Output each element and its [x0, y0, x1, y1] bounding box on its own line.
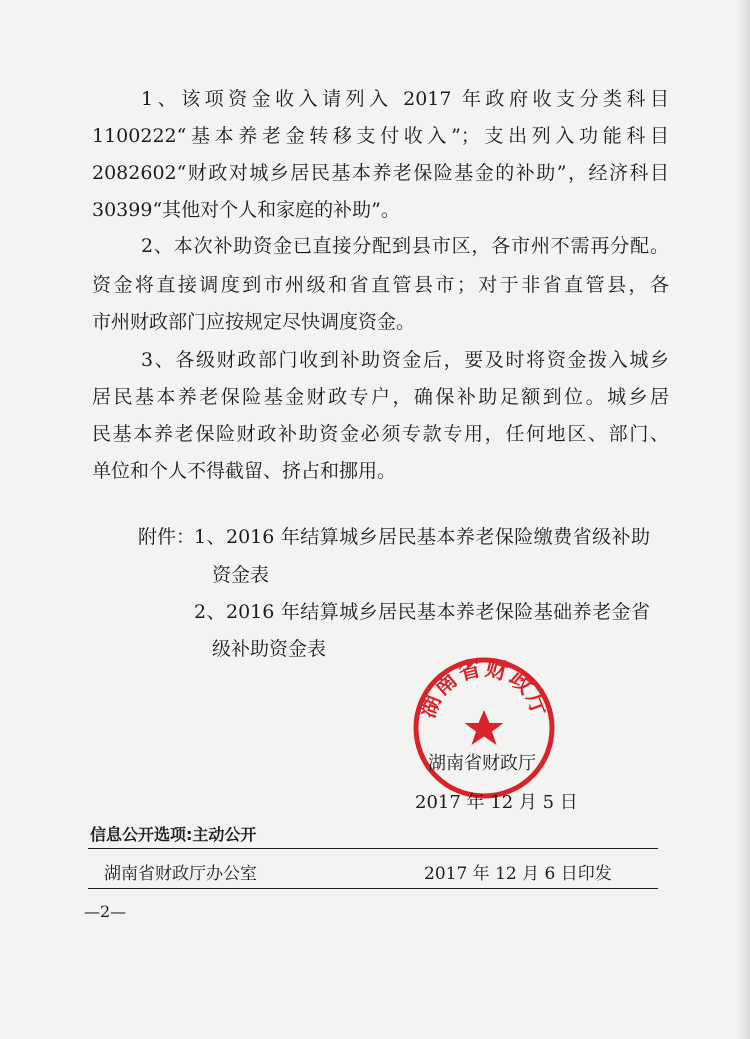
scan-edge-shadow: [736, 0, 750, 1039]
para3-line2: 居民基本养老保险基金财政专户，确保补助足额到位。城乡居: [92, 386, 669, 408]
para2-line3: 市州财政部门应按规定尽快调度资金。: [92, 311, 416, 333]
seal-star-icon: [465, 710, 504, 745]
footer-rule-top: [88, 848, 658, 849]
para1-line3: 2082602“财政对城乡居民基本养老保险基金的补助”，经济科目: [92, 162, 669, 184]
attachment-2-line2: 级补助资金表: [212, 638, 327, 660]
issue-date: 2017 年 12 月 5 日: [415, 792, 578, 813]
para3-line3: 民基本养老保险财政补助资金必须专款专用，任何地区、部门、: [92, 423, 669, 445]
para3-line1: 3、各级财政部门收到补助资金后，要及时将资金拨入城乡: [141, 349, 669, 371]
attachment-1-line1: 1、2016 年结算城乡居民基本养老保险缴费省级补助: [194, 526, 650, 548]
footer-print-date: 2017 年 12 月 6 日印发: [424, 864, 612, 884]
attachment-2-line1: 2、2016 年结算城乡居民基本养老保险基础养老金省: [194, 601, 650, 623]
official-seal: [412, 656, 556, 800]
seal-text: 湖南省财政厅: [415, 656, 553, 722]
attachment-1-line2: 资金表: [212, 564, 270, 586]
para1-line2: 1100222“基本养老金转移支付收入”；支出列入功能科目: [92, 125, 669, 147]
para2-line1: 2、本次补助资金已直接分配到县市区，各市州不需再分配。: [141, 235, 669, 257]
para2-line2: 资金将直接调度到市州级和省直管县市；对于非省直管县，各: [92, 274, 669, 296]
para1-line1: 1、该项资金收入请列入 2017 年政府收支分类科目: [141, 88, 669, 110]
footer-rule-bottom: [88, 888, 658, 889]
attachment-label: 附件：: [138, 526, 196, 548]
para3-line4: 单位和个人不得截留、挤占和挪用。: [92, 460, 397, 482]
disclosure-option: 信息公开选项:主动公开: [90, 825, 257, 844]
page-number: —2—: [84, 902, 127, 921]
footer-office: 湖南省财政厅办公室: [104, 864, 257, 884]
para1-line4: 30399“其他对个人和家庭的补助”。: [92, 199, 400, 221]
issuer-name: 湖南省财政厅: [428, 753, 536, 774]
